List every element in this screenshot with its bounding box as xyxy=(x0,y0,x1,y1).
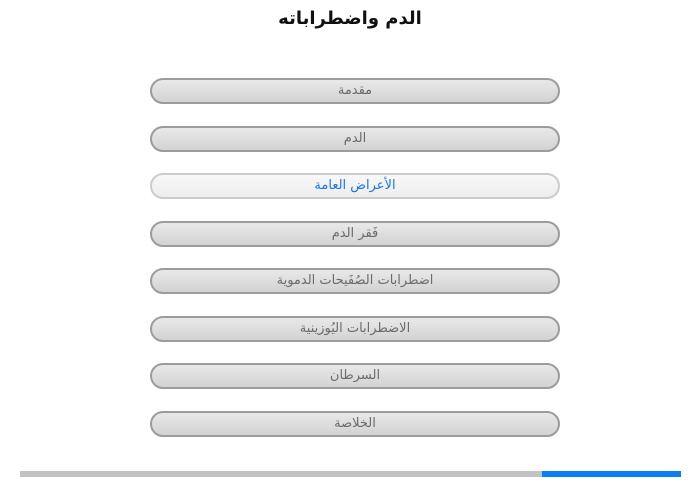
menu-item-label: الاضطرابات اليُوزينية xyxy=(299,320,411,336)
menu-item-1[interactable] xyxy=(150,126,560,152)
menu-item-2[interactable] xyxy=(150,173,560,199)
menu-item-0[interactable] xyxy=(150,78,560,104)
menu-item-label: السرطان xyxy=(329,368,381,383)
menu-item-label: مقدمة xyxy=(337,83,373,98)
menu-item-label: الأعراض العامة xyxy=(314,178,396,193)
page-title: الدم واضطراباته xyxy=(278,8,422,29)
progress-fill xyxy=(542,471,681,477)
progress-track xyxy=(20,471,681,477)
menu-item-label: الخلاصة xyxy=(334,415,376,431)
menu-item-label: فَقر الدم xyxy=(331,225,379,241)
menu-item-6[interactable] xyxy=(150,363,560,389)
menu-item-label: الدم xyxy=(343,130,367,146)
menu-item-4[interactable] xyxy=(150,268,560,294)
menu-item-label: اضطرابات الصُفَيحات الدموية xyxy=(276,273,434,288)
menu-item-3[interactable] xyxy=(150,221,560,247)
menu-item-5[interactable] xyxy=(150,316,560,342)
menu-item-7[interactable] xyxy=(150,411,560,437)
menu xyxy=(150,78,560,458)
